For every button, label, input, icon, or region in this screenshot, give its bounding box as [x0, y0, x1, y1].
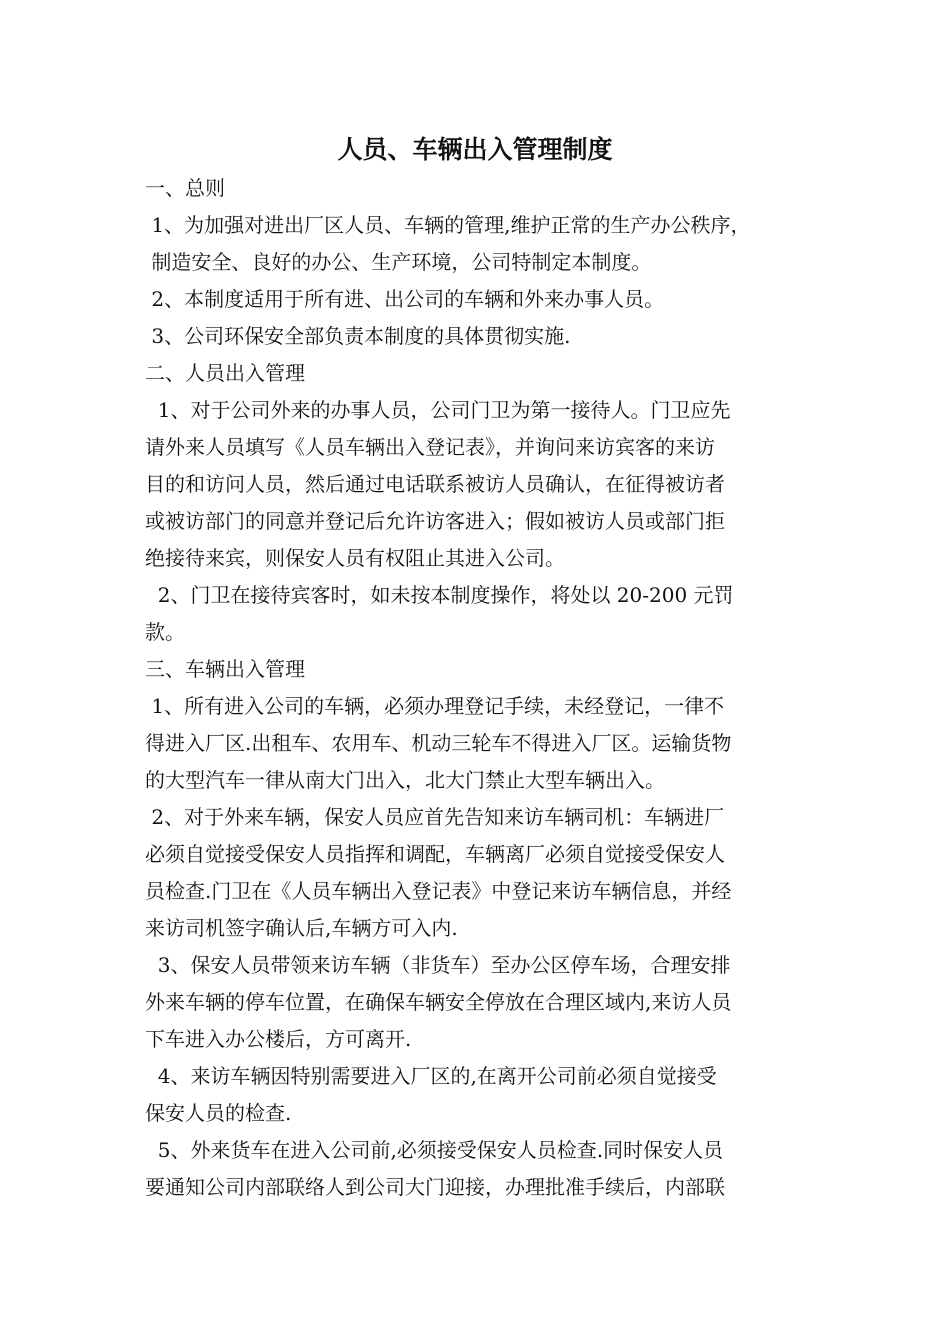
paragraph-line: 3、公司环保安全部负责本制度的具体贯彻实施.	[145, 324, 571, 348]
section-heading-general: 一、总则	[145, 176, 225, 200]
paragraph-line: 制造安全、良好的办公、生产环境，公司特制定本制度。	[145, 250, 652, 274]
paragraph-line: 5、外来货车在进入公司前,必须接受保安人员检查.同时保安人员	[145, 1138, 724, 1162]
paragraph-line: 款。	[145, 620, 185, 644]
paragraph-line: 来访司机签字确认后,车辆方可入内.	[145, 916, 458, 940]
paragraph-line: 2、本制度适用于所有进、出公司的车辆和外来办事人员。	[145, 287, 665, 311]
section-heading-personnel: 二、人员出入管理	[145, 361, 305, 385]
paragraph-line: 绝接待来宾，则保安人员有权阻止其进入公司。	[145, 546, 565, 570]
paragraph-line: 1、为加强对进出厂区人员、车辆的管理,维护正常的生产办公秩序，	[145, 213, 751, 237]
paragraph-line: 要通知公司内部联络人到公司大门迎接，办理批准手续后，内部联	[145, 1175, 725, 1199]
paragraph-line: 得进入厂区.出租车、农用车、机动三轮车不得进入厂区。运输货物	[145, 731, 732, 755]
paragraph-line: 请外来人员填写《人员车辆出入登记表》，并询问来访宾客的来访	[145, 435, 715, 459]
paragraph-line: 3、保安人员带领来访车辆（非货车）至办公区停车场，合理安排	[145, 953, 731, 977]
paragraph-line: 2、对于外来车辆，保安人员应首先告知来访车辆司机：车辆进厂	[145, 805, 725, 829]
paragraph-line: 下车进入办公楼后，方可离开.	[145, 1027, 412, 1051]
paragraph-line: 保安人员的检查.	[145, 1101, 292, 1125]
paragraph-line: 或被访部门的同意并登记后允许访客进入；假如被访人员或部门拒	[145, 509, 725, 533]
paragraph-line: 必须自觉接受保安人员指挥和调配，车辆离厂必须自觉接受保安人	[145, 842, 725, 866]
paragraph-line: 的大型汽车一律从南大门出入，北大门禁止大型车辆出入。	[145, 768, 665, 792]
paragraph-line: 2、门卫在接待宾客时，如未按本制度操作，将处以 20-200 元罚	[145, 583, 734, 607]
paragraph-line: 外来车辆的停车位置，在确保车辆安全停放在合理区域内,来访人员	[145, 990, 732, 1014]
paragraph-line: 1、对于公司外来的办事人员，公司门卫为第一接待人。门卫应先	[145, 398, 731, 422]
paragraph-line: 员检查.门卫在《人员车辆出入登记表》中登记来访车辆信息，并经	[145, 879, 732, 903]
paragraph-line: 1、所有进入公司的车辆，必须办理登记手续，未经登记，一律不	[145, 694, 725, 718]
section-heading-vehicles: 三、车辆出入管理	[145, 657, 305, 681]
paragraph-line: 4、来访车辆因特别需要进入厂区的,在离开公司前必须自觉接受	[145, 1064, 717, 1088]
document-body	[145, 170, 825, 1206]
paragraph-line: 目的和访问人员，然后通过电话联系被访人员确认，在征得被访者	[145, 472, 725, 496]
document-title: 人员、车辆出入管理制度	[337, 135, 613, 164]
